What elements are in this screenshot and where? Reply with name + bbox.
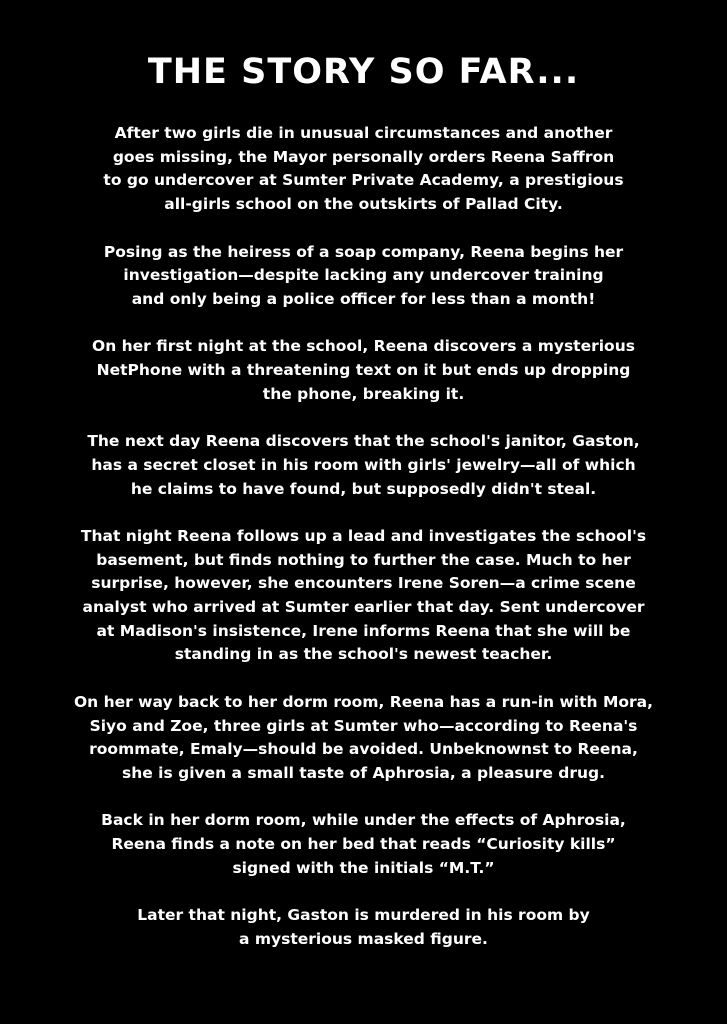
paragraph-line: all-girls school on the outskirts of Pallad City. <box>164 195 563 214</box>
paragraph-line: On her first night at the school, Reena discovers a mysterious <box>92 337 635 356</box>
story-paragraph <box>0 904 727 951</box>
paragraph-line: a mysterious masked figure. <box>239 929 488 948</box>
story-paragraph <box>0 241 727 312</box>
paragraph-line: On her way back to her dorm room, Reena has a run-in with Mora, <box>73 692 654 711</box>
page-title: THE STORY SO FAR... <box>147 52 580 92</box>
paragraph-line: surprise, however, she encounters Irene Soren—a crime scene <box>91 574 636 593</box>
story-paragraph <box>0 691 727 786</box>
paragraph-line: Reena finds a note on her bed that reads “Curiosity kills” <box>111 835 616 853</box>
story-paragraph <box>0 122 727 217</box>
paragraph-line: NetPhone with a threatening text on it but ends up dropping <box>96 361 631 379</box>
story-paragraph <box>0 809 727 880</box>
paragraph-line: Posing as the heiress of a soap company, Reena begins her <box>103 242 624 261</box>
paragraph-line: standing in as the school's newest teacher. <box>174 645 553 664</box>
paragraph-line: Siyo and Zoe, three girls at Sumter who—according to Reena's <box>89 716 638 735</box>
paragraph-line: to go undercover at Sumter Private Academy, a prestigious <box>103 171 624 190</box>
story-paragraph <box>0 430 727 501</box>
paragraph-line: After two girls die in unusual circumstances and another <box>114 124 613 142</box>
paragraph-line: basement, but finds nothing to further the case. Much to her <box>96 550 631 569</box>
paragraph-line: roommate, Emaly—should be avoided. Unbeknownst to Reena, <box>89 740 638 759</box>
paragraph-line: Later that night, Gaston is murdered in his room by <box>137 906 590 925</box>
paragraph-line: Back in her dorm room, while under the effects of Aphrosia, <box>101 811 626 830</box>
paragraph-line: and only being a police officer for less than a month! <box>131 289 596 308</box>
story-paragraph <box>0 335 727 406</box>
paragraph-line: the phone, breaking it. <box>262 384 465 403</box>
paragraph-line: analyst who arrived at Sumter earlier that day. Sent undercover <box>82 598 645 616</box>
paragraph-line: signed with the initials “M.T.” <box>232 858 495 877</box>
paragraph-line: he claims to have found, but supposedly didn't steal. <box>130 479 597 498</box>
paragraph-line: goes missing, the Mayor personally orders Reena Saffron <box>112 147 615 166</box>
story-summary <box>0 122 727 975</box>
paragraph-line: she is given a small taste of Aphrosia, a pleasure drug. <box>122 763 605 782</box>
paragraph-line: The next day Reena discovers that the school's janitor, Gaston, <box>87 432 640 451</box>
paragraph-line: has a secret closet in his room with girls' jewelry—all of which <box>91 455 636 474</box>
story-paragraph <box>0 525 727 667</box>
paragraph-line: investigation—despite lacking any undercover training <box>123 266 604 285</box>
paragraph-line: at Madison's insistence, Irene informs Reena that she will be <box>96 621 631 640</box>
paragraph-line: That night Reena follows up a lead and investigates the school's <box>80 526 647 545</box>
